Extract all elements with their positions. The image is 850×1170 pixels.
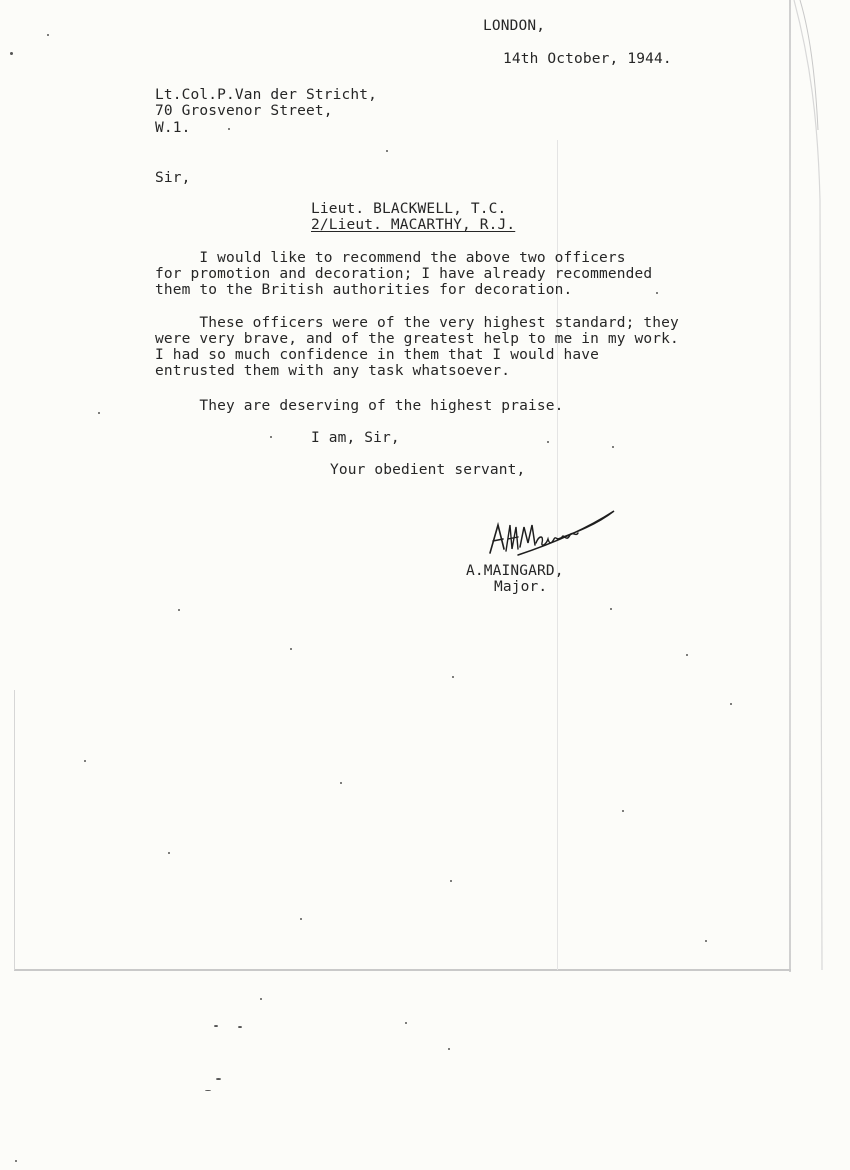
scan-speck: [612, 446, 614, 448]
closing-line-1: I am, Sir,: [311, 430, 400, 446]
scan-speck: [10, 52, 13, 55]
scan-speck: [386, 150, 388, 152]
paragraph-1-line-3: them to the British authorities for decoration.: [155, 282, 573, 298]
scan-speck: [448, 1048, 450, 1050]
paragraph-1-line-2: for promotion and decoration; I have already recommended: [155, 266, 653, 282]
scan-border-bottom: [14, 969, 791, 971]
paragraph-2-line-1: These officers were of the very highest standard; they: [155, 315, 679, 331]
scan-speck: [452, 676, 454, 678]
scan-border-left: [14, 690, 15, 970]
scan-speck: [547, 441, 549, 443]
scan-speck: [205, 1090, 211, 1091]
recipient-line-1: Lt.Col.P.Van der Stricht,: [155, 87, 377, 103]
scan-speck: [300, 918, 302, 920]
scan-speck: [622, 810, 624, 812]
scan-speck: [405, 1022, 407, 1024]
scan-speck: [730, 703, 732, 705]
paragraph-2-line-4: entrusted them with any task whatsoever.: [155, 363, 511, 379]
signer-rank: Major.: [494, 579, 548, 595]
paper-edge-shadow: [790, 0, 850, 980]
scan-speck: [168, 852, 170, 854]
scan-speck: [98, 412, 100, 414]
scan-speck: [290, 648, 292, 650]
recipient-line-2: 70 Grosvenor Street,: [155, 103, 333, 119]
scan-speck: [84, 760, 86, 762]
paragraph-3: They are deserving of the highest praise.: [155, 398, 564, 414]
scan-speck: [686, 654, 688, 656]
recipient-line-3: W.1.: [155, 120, 191, 136]
scan-speck: [656, 292, 658, 294]
scan-speck: [270, 436, 272, 438]
paragraph-2-line-2: were very brave, and of the greatest help to me in my work.: [155, 331, 679, 347]
scan-speck: [47, 34, 49, 36]
paragraph-1-line-1: I would like to recommend the above two officers: [155, 250, 626, 266]
scan-speck: [228, 128, 230, 130]
subject-line-1: Lieut. BLACKWELL, T.C.: [311, 201, 507, 217]
scan-speck: [260, 998, 262, 1000]
scan-speck: [15, 1160, 17, 1162]
scan-speck: [340, 782, 342, 784]
subject-line-2: 2/Lieut. MACARTHY, R.J.: [311, 217, 516, 233]
scan-border-right: [789, 0, 791, 972]
letter-place: LONDON,: [483, 18, 546, 34]
scan-speck: [238, 1026, 242, 1028]
closing-line-2: Your obedient servant,: [330, 462, 526, 478]
salutation: Sir,: [155, 170, 191, 186]
signer-name: A.MAINGARD,: [466, 563, 564, 579]
scan-speck: [450, 880, 452, 882]
scan-speck: [216, 1078, 221, 1080]
scan-speck: [214, 1025, 218, 1027]
scan-speck: [178, 609, 180, 611]
handwritten-signature: [478, 503, 618, 563]
letter-date: 14th October, 1944.: [503, 51, 672, 67]
paragraph-2-line-3: I had so much confidence in them that I would have: [155, 347, 599, 363]
scan-speck: [610, 608, 612, 610]
scan-speck: [705, 940, 707, 942]
